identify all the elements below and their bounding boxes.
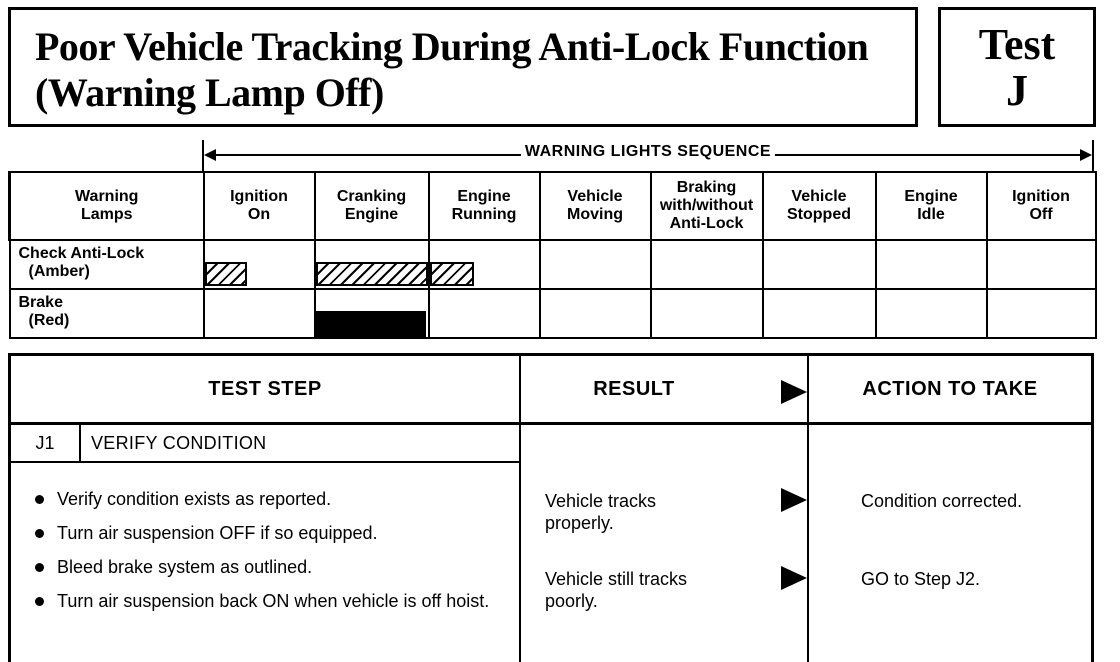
title-box [8, 7, 918, 127]
lamp-cell [204, 289, 315, 338]
column-header: Ignition Off [987, 172, 1096, 240]
column-header: Engine Idle [876, 172, 987, 240]
column-header: Ignition On [204, 172, 315, 240]
test-id-box [938, 7, 1096, 127]
action-text: Condition corrected. [861, 491, 1023, 511]
arrow-right-icon [781, 488, 807, 512]
lamp-cell [763, 289, 876, 338]
step-title: VERIFY CONDITION [91, 432, 267, 453]
result-text: Vehicle tracks properly. [545, 491, 657, 533]
list-item: Bleed brake system as outlined. [33, 556, 521, 578]
row-label-line: Check Anti-Lock [18, 245, 145, 262]
row-label-check-anti-lock [10, 240, 204, 289]
warning-lamps-table [8, 171, 1097, 339]
result-header: RESULT [593, 377, 675, 400]
test-step-header: TEST STEP [208, 377, 322, 400]
table-row [10, 289, 1096, 338]
test-step-table [8, 353, 1094, 662]
arrow-left-icon [204, 149, 216, 161]
row-label-line: (Red) [28, 312, 70, 329]
lamp-cell [315, 240, 429, 289]
row-label-brake [10, 289, 204, 338]
step-bullets [33, 488, 521, 624]
arrow-right-icon [1080, 149, 1092, 161]
lamp-cell [540, 240, 651, 289]
list-item: Turn air suspension back ON when vehicle is off hoist. [33, 590, 521, 612]
column-header: Engine Running [429, 172, 540, 240]
lamp-cell [204, 240, 315, 289]
column-header: Vehicle Stopped [763, 172, 876, 240]
lamp-cell [987, 240, 1096, 289]
warning-lights-sequence-bar [202, 140, 1094, 166]
lamp-cell [876, 240, 987, 289]
lamp-cell [429, 240, 540, 289]
lamp-cell [651, 240, 763, 289]
amber-lamp-on-bar [430, 262, 474, 286]
lamp-cell [540, 289, 651, 338]
lamp-cell [651, 289, 763, 338]
lamp-cell [876, 289, 987, 338]
lamp-cell [315, 289, 429, 338]
column-header: Braking with/without Anti-Lock [651, 172, 763, 240]
lamp-cell [987, 289, 1096, 338]
arrow-right-icon [781, 566, 807, 590]
column-header: Vehicle Moving [540, 172, 651, 240]
arrow-right-icon [781, 380, 807, 404]
warning-lamps-header: Warning Lamps [10, 172, 204, 240]
row-label-line: (Amber) [28, 263, 90, 280]
test-letter: J [1006, 66, 1028, 115]
lamp-cell [763, 240, 876, 289]
step-id: J1 [11, 425, 81, 461]
table-row [10, 240, 1096, 289]
step-divider [11, 461, 521, 463]
result-text: Vehicle still tracks poorly. [545, 569, 688, 611]
test-label: Test [978, 20, 1056, 69]
title-line-1: Poor Vehicle Tracking During Anti-Lock Function [35, 24, 869, 69]
row-label-line: Brake [18, 294, 63, 311]
amber-lamp-on-bar [205, 262, 247, 286]
lamp-cell [429, 289, 540, 338]
sequence-end-tick [1092, 140, 1094, 172]
column-header: Cranking Engine [315, 172, 429, 240]
list-item: Verify condition exists as reported. [33, 488, 521, 510]
title-line-2: (Warning Lamp Off) [35, 70, 384, 115]
red-lamp-on-bar [316, 311, 426, 337]
list-item: Turn air suspension OFF if so equipped. [33, 522, 521, 544]
action-header: ACTION TO TAKE [862, 377, 1038, 400]
sequence-label: WARNING LIGHTS SEQUENCE [521, 143, 775, 161]
action-text: GO to Step J2. [861, 569, 981, 589]
amber-lamp-on-bar [316, 262, 428, 286]
